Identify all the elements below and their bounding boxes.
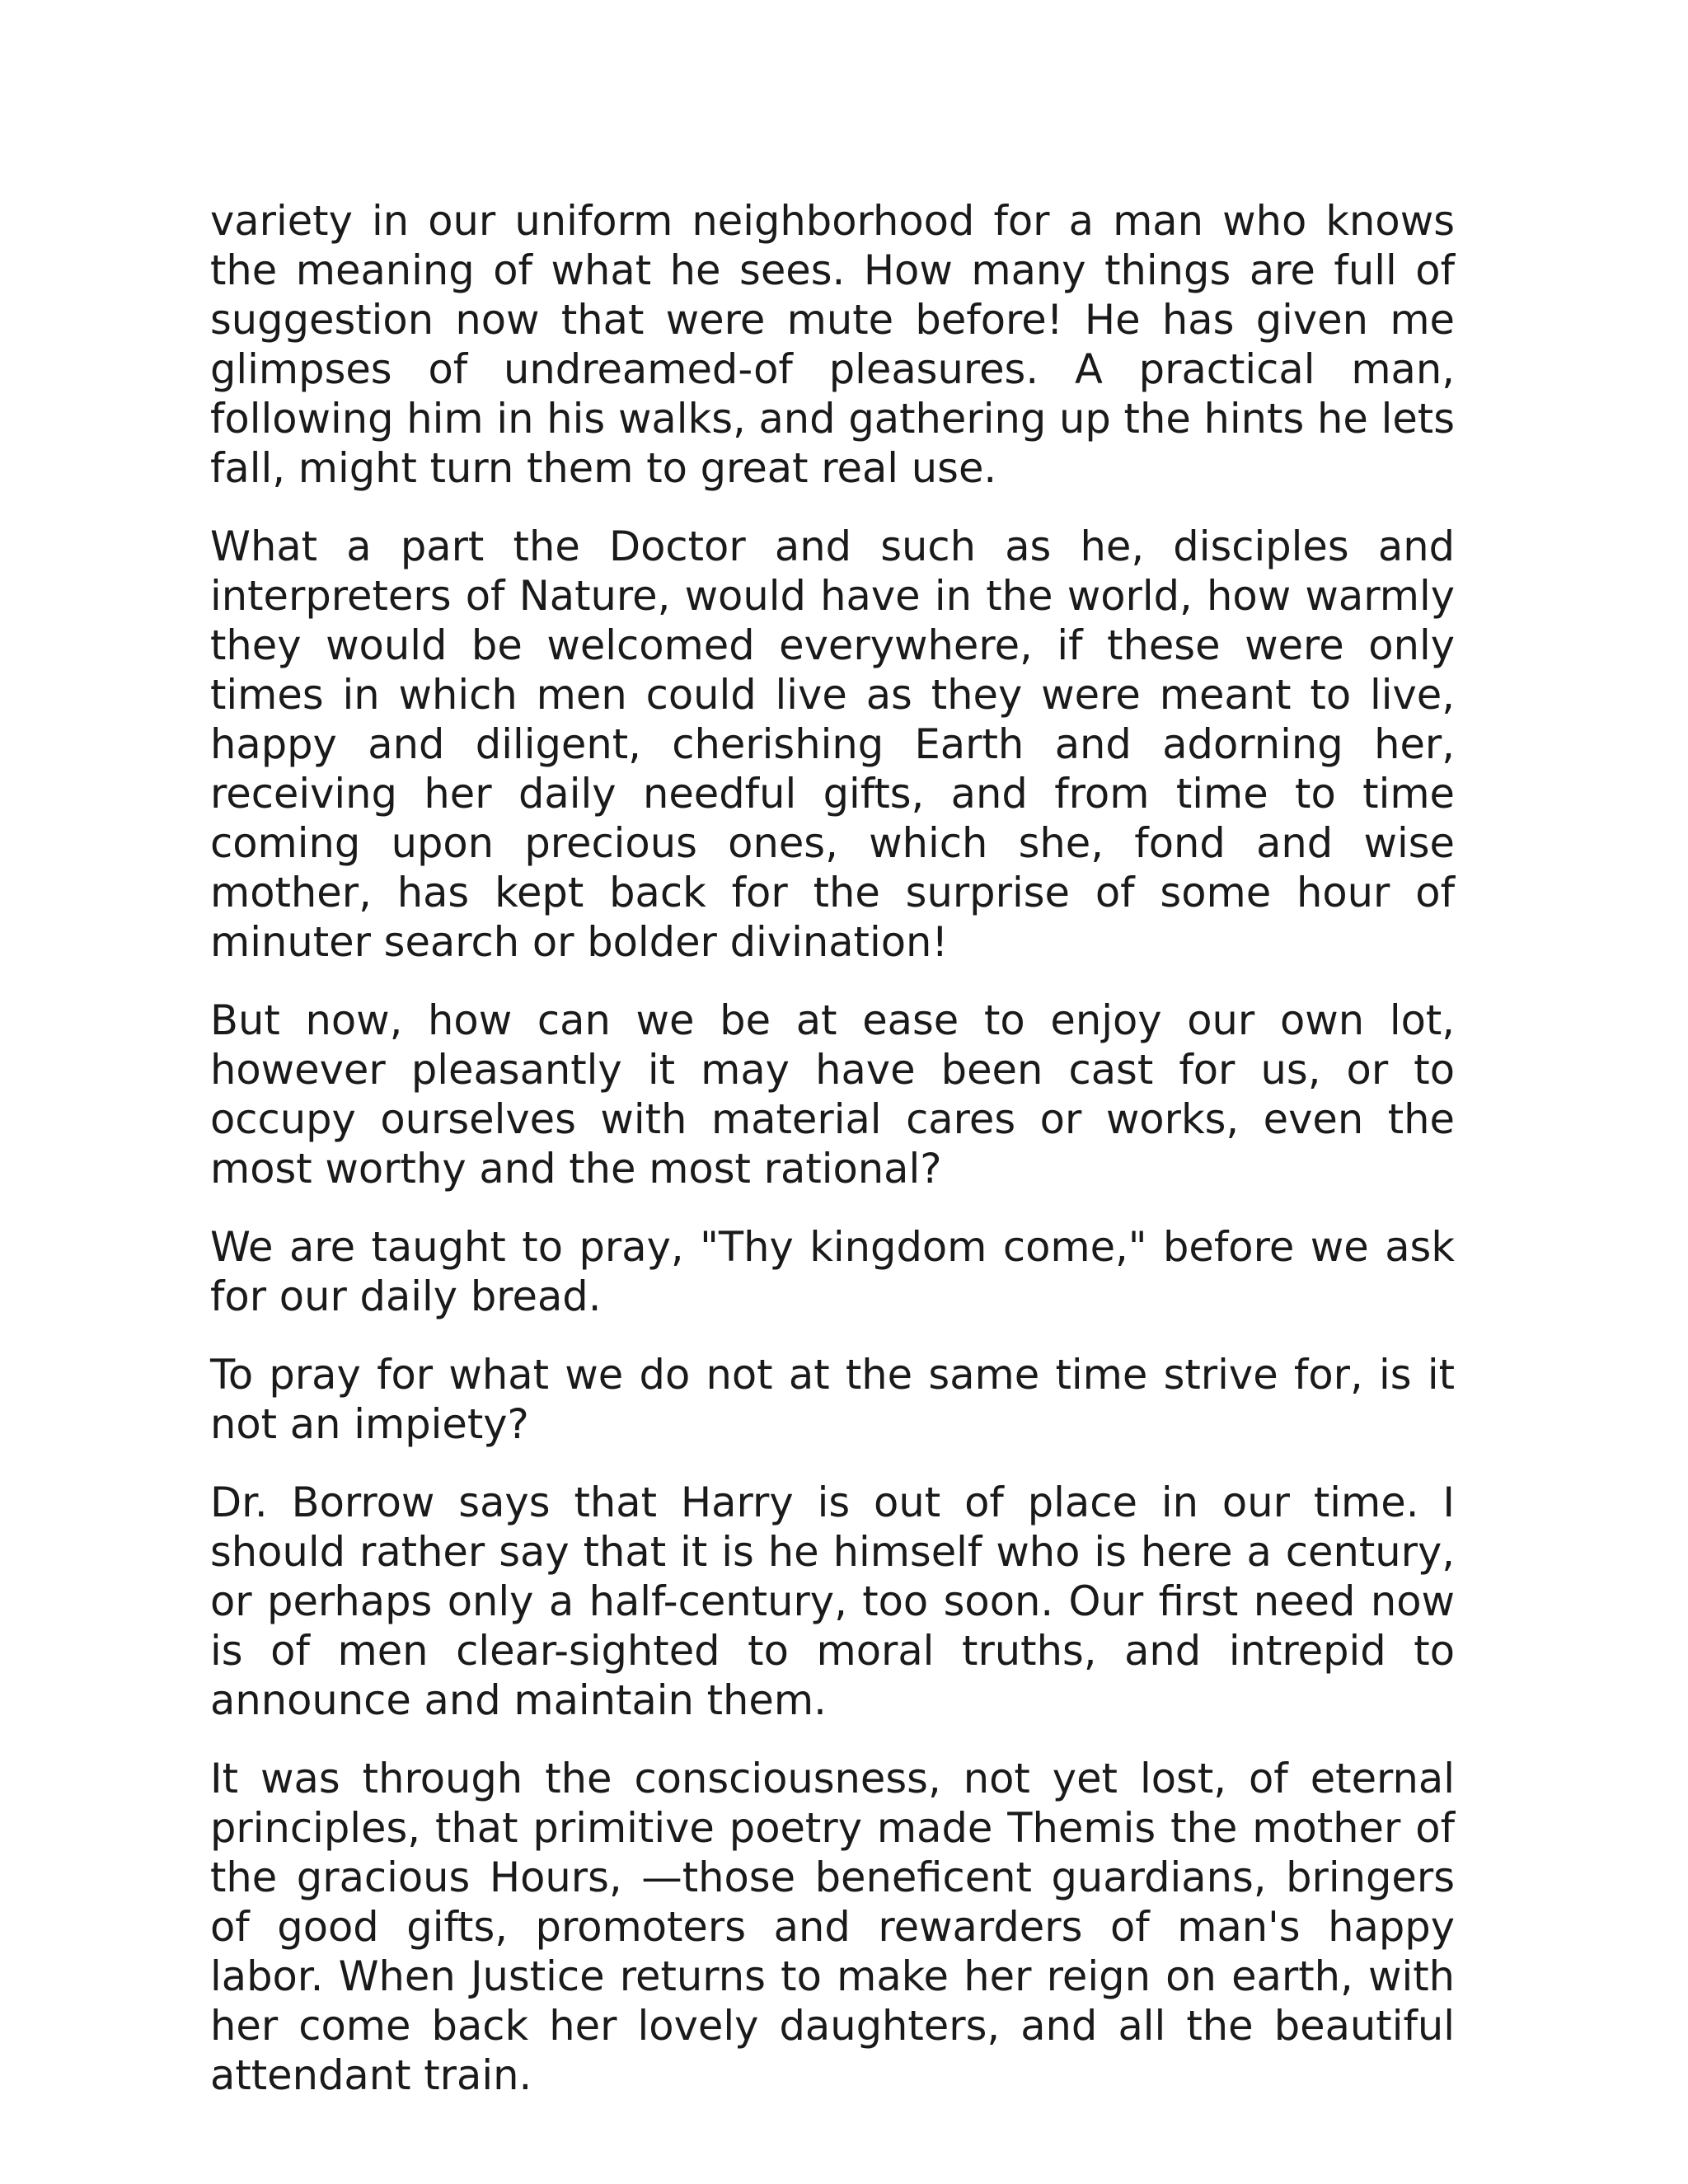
paragraph-2: What a part the Doctor and such as he, disciples and interpreters of Nature, would have in the world, how warmly they would be welcomed everywhere, if these were only times in which men could live as they were meant to live, happy and diligent, cherishing Earth and adorning her, receiving her daily needful gifts, and from time to time coming upon precious ones, which she, fond and wise mother, has kept back for the surprise of some hour of minuter search or bolder divination! xyxy=(210,523,1455,966)
paragraph-1: variety in our uniform neighborhood for a man who knows the meaning of what he sees. How many things are full of suggestion now that were mute before! He has given me glimpses of undreamed-of pleasures. A practical man, following him in his walks, and gathering up the hints he lets fall, might turn them to great real use. xyxy=(210,197,1455,492)
paragraph-6: Dr. Borrow says that Harry is out of place in our time. I should rather say that it is he himself who is here a century, or perhaps only a half-century, too soon. Our first need now is of men clear-sighted to moral truths, and intrepid to announce and maintain them. xyxy=(210,1479,1455,1724)
paragraph-3: But now, how can we be at ease to enjoy our own lot, however pleasantly it may have been cast for us, or to occupy ourselves with material cares or works, even the most worthy and the most rational? xyxy=(210,996,1455,1193)
paragraph-4: We are taught to pray, "Thy kingdom come," before we ask for our daily bread. xyxy=(210,1223,1455,1320)
paragraph-7: It was through the consciousness, not yet lost, of eternal principles, that primitive poetry made Themis the mother of the gracious Hours, —those beneficent guardians, bringers of good gifts, promoters and rewarders of man's happy labor. When Justice returns to make her reign on earth, with her come back her lovely daughters, and all the beautiful attendant train. xyxy=(210,1755,1455,2099)
document-page xyxy=(210,196,1455,2129)
paragraph-5: To pray for what we do not at the same time strive for, is it not an impiety? xyxy=(210,1351,1455,1448)
